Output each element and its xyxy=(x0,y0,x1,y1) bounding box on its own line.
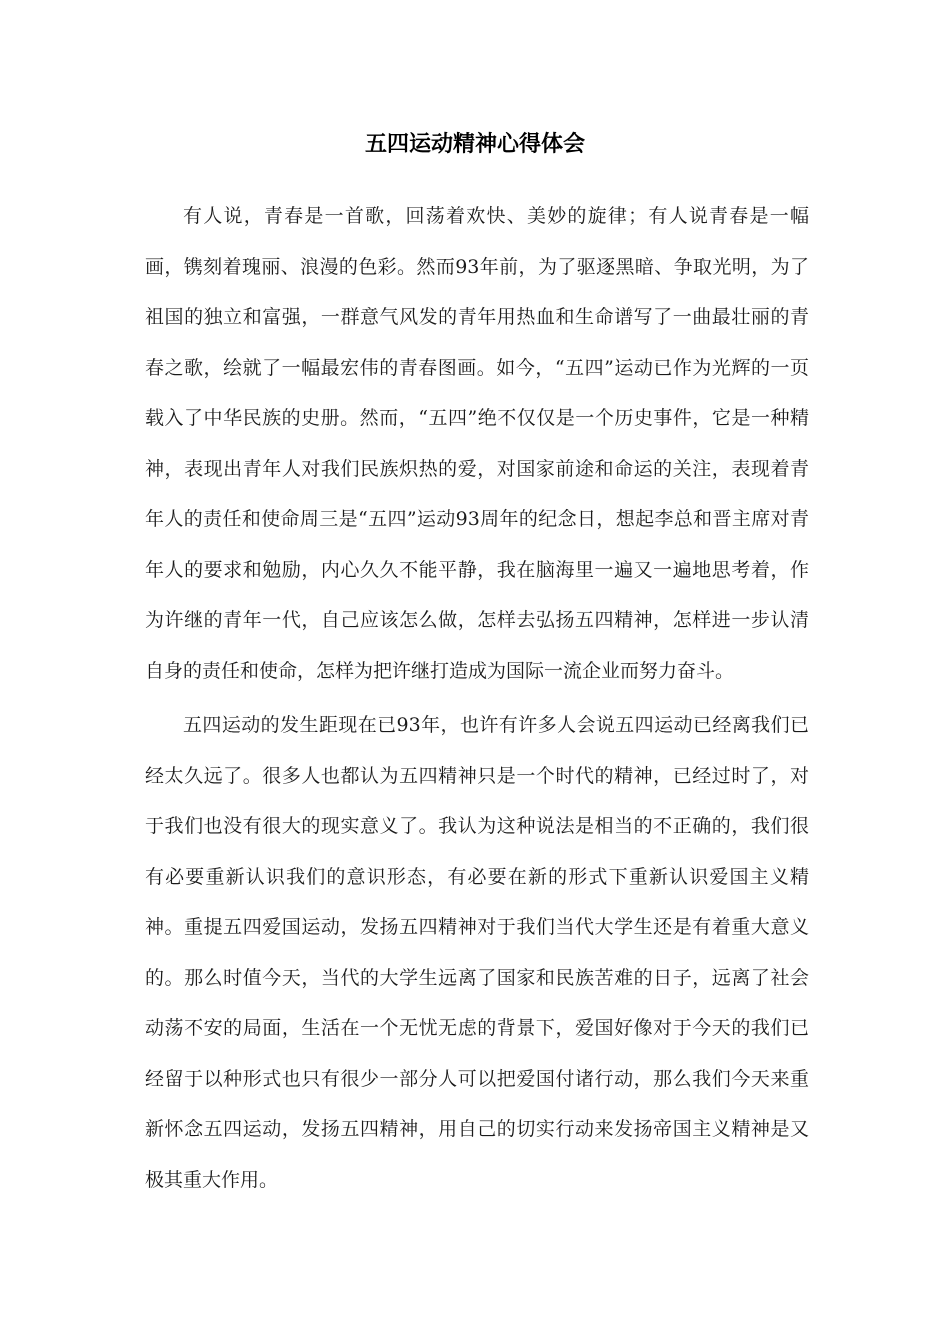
paragraph-1: 有人说，青春是一首歌，回荡着欢快、美妙的旋律；有人说青春是一幅画，镌刻着瑰丽、浪漫的色彩。然而93年前，为了驱逐黑暗、争取光明，为了祖国的独立和富强，一群意气风发的青年用热血和生命谱写了一曲最壮丽的青春之歌，绘就了一幅最宏伟的青春图画。如今，“五四”运动已作为光辉的一页载入了中华民族的史册。然而，“五四”绝不仅仅是一个历史事件，它是一种精神，表现出青年人对我们民族炽热的爱，对国家前途和命运的关注，表现着青年人的责任和使命周三是“五四”运动93周年的纪念日，想起李总和晋主席对青年人的要求和勉励，内心久久不能平静，我在脑海里一遍又一遍地思考着，作为许继的青年一代，自己应该怎么做，怎样去弘扬五四精神，怎样进一步认清自身的责任和使命，怎样为把许继打造成为国际一流企业而努力奋斗。 xyxy=(145,205,809,682)
document-title: 五四运动精神心得体会 xyxy=(364,132,585,157)
paragraph-2: 五四运动的发生距现在已93年，也许有许多人会说五四运动已经离我们已经太久远了。很多人也都认为五四精神只是一个时代的精神，已经过时了，对于我们也没有很大的现实意义了。我认为这种说法是相当的不正确的，我们很有必要重新认识我们的意识形态，有必要在新的形式下重新认识爱国主义精神。重提五四爱国运动，发扬五四精神对于我们当代大学生还是有着重大意义的。那么时值今天，当代的大学生远离了国家和民族苦难的日子，远离了社会动荡不安的局面，生活在一个无忧无虑的背景下，爱国好像对于今天的我们已经留于以种形式也只有很少一部分人可以把爱国付诸行动，那么我们今天来重新怀念五四运动，发扬五四精神，用自己的切实行动来发扬帝国主义精神是又极其重大作用。 xyxy=(145,714,809,1191)
